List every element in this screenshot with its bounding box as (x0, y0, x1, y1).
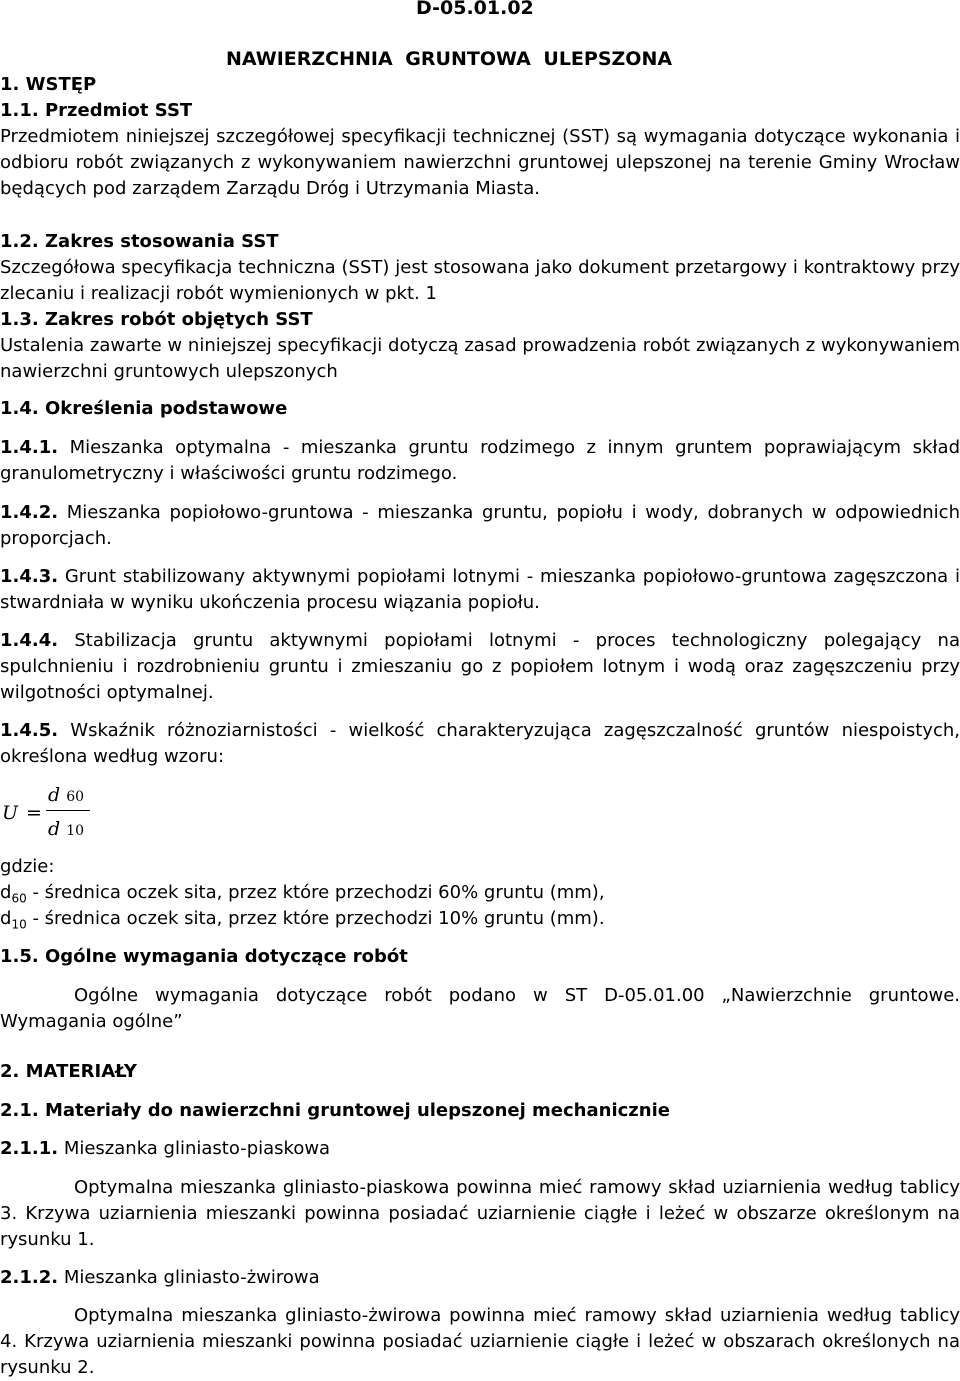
definition-number: 1.4.4. (0, 630, 59, 651)
section-heading-1: 1. WSTĘP (0, 74, 97, 95)
formula-numerator: d 60 (48, 784, 85, 806)
legend-where: gdzie: (0, 856, 55, 877)
section-heading-1-4: 1.4. Określenia podstawowe (0, 398, 288, 419)
definition-number: 1.4.5. (0, 720, 59, 741)
section-heading-1-1: 1.1. Przedmiot SST (0, 100, 193, 121)
formula-lhs: U (2, 802, 19, 824)
section-heading-1-5: 1.5. Ogólne wymagania dotyczące robót (0, 946, 408, 967)
section-heading-2-1-1: 2.1.1. Mieszanka gliniasto-piaskowa (0, 1138, 331, 1159)
document-title: NAWIERZCHNIA GRUNTOWA ULEPSZONA (226, 48, 673, 70)
definition-text: Stabilizacja gruntu aktywnymi popiołami lotnymi - proces technologiczny polegający na spulchnieniu i rozdrobnieniu gruntu i zmieszaniu go z popiołem lotnym i wodą oraz zagęszczeniu przy wilgotności optymalnej. (0, 630, 960, 703)
definition-text: Grunt stabilizowany aktywnymi popiołami lotnymi - mieszanka popiołowo-gruntowa zagęszczona i stwardniała w wyniku ukończenia procesu wiązania popiołu. (0, 566, 960, 613)
section-2-1-2-text: Optymalna mieszanka gliniasto-żwirowa powinna mieć ramowy skład uziarnienia według tablicy 4. Krzywa uziarnienia mieszanki powinna posiadać uziarnienie ciągłe i leżeć w obszarach określonych na rysunku 2. (0, 1305, 960, 1378)
section-heading-2-1-2: 2.1.2. Mieszanka gliniasto-żwirowa (0, 1267, 320, 1288)
definition-1-4-5 (0, 718, 960, 770)
section-1-1-text: Przedmiotem niniejszej szczegółowej specyfikacji technicznej (SST) są wymagania dotyczące wykonania i odbioru robót związanych z wykonywaniem nawierzchni gruntowej ulepszonej na terenie Gminy Wrocław będących pod zarządem Zarządu Dróg i Utrzymania Miasta. (0, 126, 960, 199)
definition-number: 1.4.3. (0, 566, 59, 587)
section-heading-2: 2. MATERIAŁY (0, 1061, 137, 1082)
definition-1-4-4 (0, 628, 960, 706)
definition-text: Mieszanka optymalna - mieszanka gruntu rodzimego z innym gruntem poprawiającym skład granulometryczny i właściwości gruntu rodzimego. (0, 437, 960, 484)
formula-equals: = (26, 802, 42, 824)
section-2-1-1-text: Optymalna mieszanka gliniasto-piaskowa powinna mieć ramowy skład uziarnienia według tablicy 3. Krzywa uziarnienia mieszanki powinna posiadać uziarnienie ciągłe i leżeć w obszarze określonym na rysunku 1. (0, 1177, 960, 1250)
formula-denominator: d 10 (48, 818, 85, 840)
section-1-2-text: Szczegółowa specyfikacja techniczna (SST) jest stosowana jako dokument przetargowy i kontraktowy przy zlecaniu i realizacji robót wymienionych w pkt. 1 (0, 257, 960, 304)
fraction-bar (46, 810, 90, 811)
legend-item-d60: $d_{60}$ - średnica oczek sita, przez które przechodzi 60% gruntu (mm), (0, 882, 605, 906)
document-code: D-05.01.02 (416, 0, 534, 19)
section-heading-2-1: 2.1. Materiały do nawierzchni gruntowej ulepszonej mechanicznie (0, 1100, 670, 1121)
legend-item-d10: $d_{10}$ - średnica oczek sita, przez które przechodzi 10% gruntu (mm). (0, 908, 605, 932)
section-1-3-text: Ustalenia zawarte w niniejszej specyfikacji dotyczą zasad prowadzenia robót związanych z wykonywaniem nawierzchni gruntowych ulepszonych (0, 335, 960, 382)
definition-number: 1.4.2. (0, 502, 59, 523)
uniformity-formula (0, 784, 140, 854)
section-heading-1-2: 1.2. Zakres stosowania SST (0, 231, 279, 252)
definition-number: 1.4.1. (0, 437, 59, 458)
definition-text: Wskaźnik różnoziarnistości - wielkość charakteryzująca zagęszczalność gruntów niespoistych, określona według wzoru: (0, 720, 960, 767)
section-heading-1-3: 1.3. Zakres robót objętych SST (0, 309, 313, 330)
definition-text: Mieszanka popiołowo-gruntowa - mieszanka gruntu, popiołu i wody, dobranych w odpowiednich proporcjach. (0, 502, 960, 549)
definition-1-4-3 (0, 564, 960, 616)
definition-1-4-2 (0, 500, 960, 552)
section-1-5-text: Ogólne wymagania dotyczące robót podano w ST D-05.01.00 „Nawierzchnie gruntowe. Wymagania ogólne” (0, 985, 960, 1032)
definition-1-4-1 (0, 435, 960, 487)
